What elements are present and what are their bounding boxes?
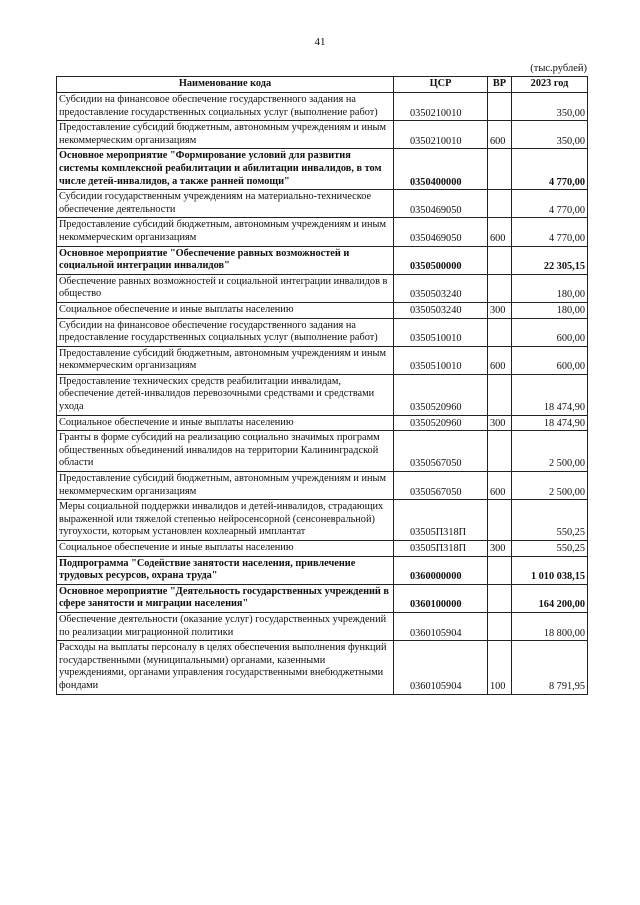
table-row (57, 121, 588, 149)
cell-name: Социальное обеспечение и иные выплаты населению (57, 302, 394, 318)
cell-amount: 18 800,00 (512, 612, 588, 640)
cell-name: Обеспечение деятельности (оказание услуг) государственных учреждений по реализации миграционной политики (57, 612, 394, 640)
table-row (57, 541, 588, 557)
table-header-row (57, 77, 588, 93)
units-label: (тыс.рублей) (530, 63, 587, 74)
cell-vr: 600 (488, 218, 512, 246)
table-row (57, 556, 588, 584)
cell-name: Подпрограмма "Содействие занятости населения, привлечение трудовых ресурсов, охрана труда" (57, 556, 394, 584)
table-row (57, 612, 588, 640)
cell-csr: 0360100000 (394, 584, 488, 612)
table-row (57, 346, 588, 374)
cell-amount: 18 474,90 (512, 374, 588, 415)
cell-amount: 350,00 (512, 121, 588, 149)
cell-csr: 0350469050 (394, 190, 488, 218)
header-vr: ВР (488, 77, 512, 93)
cell-vr: 300 (488, 415, 512, 431)
table-row (57, 415, 588, 431)
table-body (57, 93, 588, 695)
table-row (57, 93, 588, 121)
table-row (57, 318, 588, 346)
cell-vr: 600 (488, 472, 512, 500)
cell-vr: 600 (488, 121, 512, 149)
cell-name: Социальное обеспечение и иные выплаты населению (57, 541, 394, 557)
cell-vr (488, 500, 512, 541)
table-row (57, 641, 588, 694)
table-row (57, 431, 588, 472)
cell-name: Предоставление субсидий бюджетным, автономным учреждениям и иным некоммерческим организациям (57, 121, 394, 149)
cell-csr: 0350503240 (394, 302, 488, 318)
cell-csr: 0350510010 (394, 318, 488, 346)
cell-vr (488, 190, 512, 218)
table-row (57, 218, 588, 246)
cell-csr: 0350210010 (394, 93, 488, 121)
cell-vr (488, 149, 512, 190)
cell-name: Расходы на выплаты персоналу в целях обеспечения выполнения функций государственными (муниципальными) органами, казенными учреждениями, органами управления государственными внебюджетными фондами (57, 641, 394, 694)
cell-csr: 0350520960 (394, 415, 488, 431)
table-row (57, 584, 588, 612)
cell-amount: 4 770,00 (512, 190, 588, 218)
cell-amount: 4 770,00 (512, 218, 588, 246)
cell-csr: 0350520960 (394, 374, 488, 415)
cell-vr (488, 431, 512, 472)
cell-csr: 0360000000 (394, 556, 488, 584)
cell-csr: 0350510010 (394, 346, 488, 374)
cell-name: Субсидии государственным учреждениям на материально-техническое обеспечение деятельности (57, 190, 394, 218)
cell-amount: 22 305,15 (512, 246, 588, 274)
table-row (57, 246, 588, 274)
cell-name: Основное мероприятие "Обеспечение равных возможностей и социальной интеграции инвалидов" (57, 246, 394, 274)
cell-csr: 0360105904 (394, 612, 488, 640)
cell-amount: 600,00 (512, 346, 588, 374)
cell-name: Предоставление субсидий бюджетным, автономным учреждениям и иным некоммерческим организациям (57, 472, 394, 500)
cell-name: Гранты в форме субсидий на реализацию социально значимых программ общественных объединений инвалидов на территории Калининградской области (57, 431, 394, 472)
cell-vr (488, 274, 512, 302)
cell-csr: 0350400000 (394, 149, 488, 190)
cell-amount: 350,00 (512, 93, 588, 121)
cell-amount: 164 200,00 (512, 584, 588, 612)
table-row (57, 149, 588, 190)
cell-amount: 180,00 (512, 302, 588, 318)
cell-vr (488, 246, 512, 274)
page-number: 41 (314, 36, 326, 48)
cell-amount: 1 010 038,15 (512, 556, 588, 584)
cell-vr: 600 (488, 346, 512, 374)
cell-csr: 0350567050 (394, 431, 488, 472)
cell-amount: 8 791,95 (512, 641, 588, 694)
cell-amount: 180,00 (512, 274, 588, 302)
table-row (57, 302, 588, 318)
cell-csr: 0350567050 (394, 472, 488, 500)
cell-name: Предоставление технических средств реабилитации инвалидам, обеспечение детей-инвалидов перевозочными средствами и средствами ухода (57, 374, 394, 415)
cell-name: Основное мероприятие "Деятельность государственных учреждений в сфере занятости и миграции населения" (57, 584, 394, 612)
cell-name: Предоставление субсидий бюджетным, автономным учреждениям и иным некоммерческим организациям (57, 218, 394, 246)
cell-amount: 2 500,00 (512, 472, 588, 500)
cell-name: Социальное обеспечение и иные выплаты населению (57, 415, 394, 431)
cell-name: Предоставление субсидий бюджетным, автономным учреждениям и иным некоммерческим организациям (57, 346, 394, 374)
cell-name: Субсидии на финансовое обеспечение государственного задания на предоставление государственных социальных услуг (выполнение работ) (57, 318, 394, 346)
cell-csr: 0360105904 (394, 641, 488, 694)
header-csr: ЦСР (394, 77, 488, 93)
table-row (57, 472, 588, 500)
cell-vr (488, 612, 512, 640)
cell-vr: 300 (488, 541, 512, 557)
cell-vr (488, 556, 512, 584)
cell-vr (488, 584, 512, 612)
cell-name: Основное мероприятие "Формирование условий для развития системы комплексной реабилитации и абилитации инвалидов, в том числе детей-инвалидов, а также ранней помощи" (57, 149, 394, 190)
cell-name: Субсидии на финансовое обеспечение государственного задания на предоставление государственных социальных услуг (выполнение работ) (57, 93, 394, 121)
cell-vr: 300 (488, 302, 512, 318)
header-year: 2023 год (512, 77, 588, 93)
cell-amount: 550,25 (512, 541, 588, 557)
cell-vr: 100 (488, 641, 512, 694)
cell-csr: 03505П318П (394, 541, 488, 557)
cell-amount: 2 500,00 (512, 431, 588, 472)
cell-csr: 0350469050 (394, 218, 488, 246)
cell-amount: 600,00 (512, 318, 588, 346)
table-row (57, 374, 588, 415)
budget-table (56, 76, 588, 695)
cell-amount: 4 770,00 (512, 149, 588, 190)
cell-csr: 0350500000 (394, 246, 488, 274)
header-name: Наименование кода (57, 77, 394, 93)
table-row (57, 500, 588, 541)
cell-vr (488, 318, 512, 346)
cell-csr: 0350210010 (394, 121, 488, 149)
table-row (57, 274, 588, 302)
cell-name: Обеспечение равных возможностей и социальной интеграции инвалидов в общество (57, 274, 394, 302)
table-row (57, 190, 588, 218)
cell-amount: 18 474,90 (512, 415, 588, 431)
cell-csr: 03505П318П (394, 500, 488, 541)
cell-vr (488, 374, 512, 415)
cell-csr: 0350503240 (394, 274, 488, 302)
cell-amount: 550,25 (512, 500, 588, 541)
cell-name: Меры социальной поддержки инвалидов и детей-инвалидов, страдающих выраженной или тяжелой степенью нейросенсорной (сенсоневральной) тугоухости, которым установлен кохлеарный имплантат (57, 500, 394, 541)
cell-vr (488, 93, 512, 121)
